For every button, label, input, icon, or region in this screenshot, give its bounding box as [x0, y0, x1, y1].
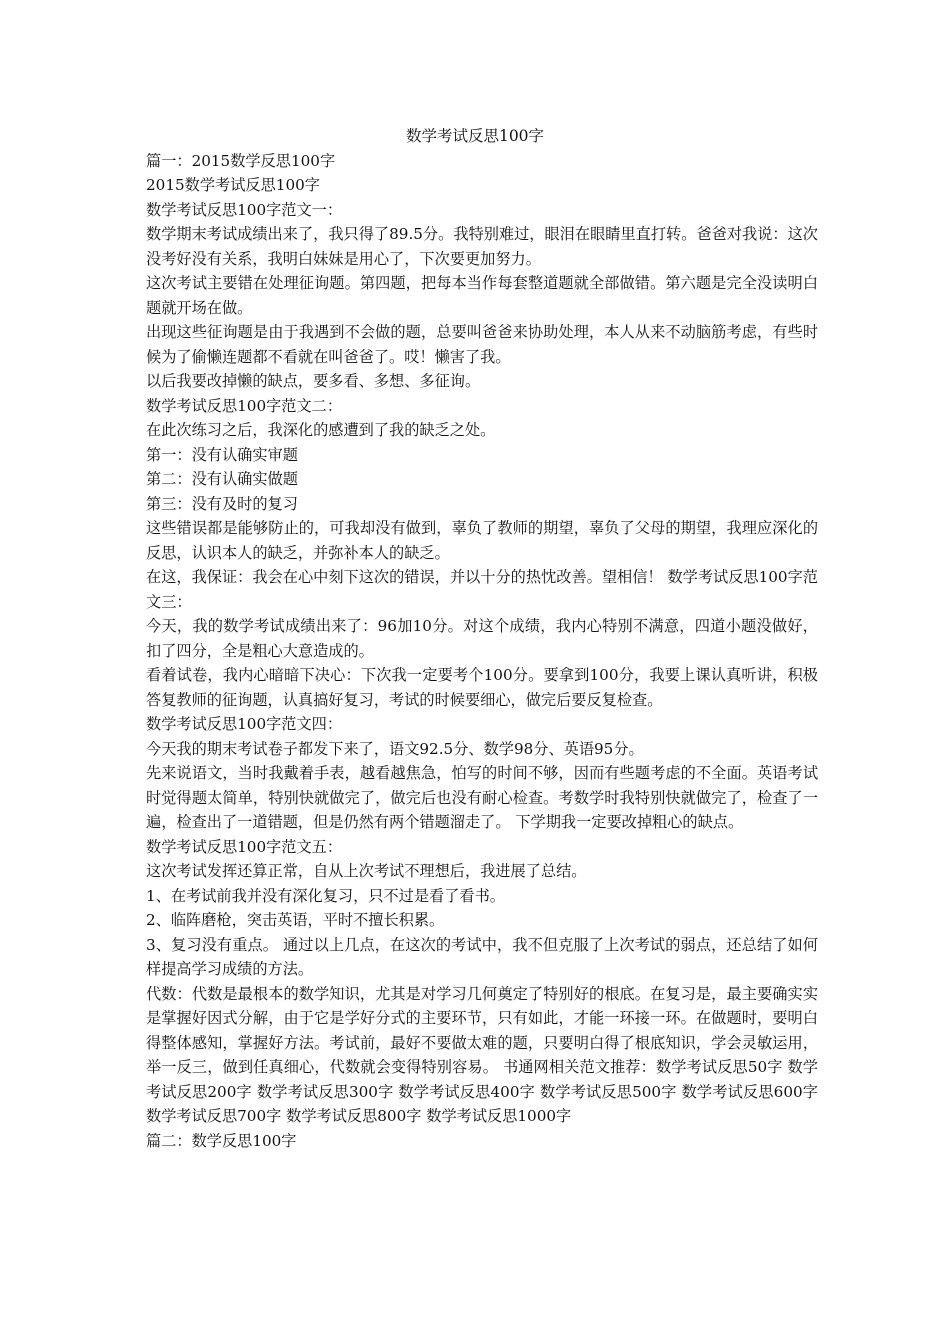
document-paragraph: 在此次练习之后，我深化的感遭到了我的缺乏之处。	[146, 421, 496, 439]
document-paragraph: 1、在考试前我并没有深化复习，只不过是看了看书。	[146, 886, 505, 905]
document-paragraph: 看着试卷，我内心暗暗下决心：下次我一定要考个100分。要拿到100分，我要上课认真听讲，积极答复教师的征询题，认真搞好复习，考试的时候要细心，做完后要反复检查。	[146, 666, 818, 709]
document-paragraph: 数学考试反思100字范文二：	[146, 396, 343, 415]
document-paragraph: 篇二：数学反思100字	[146, 1131, 297, 1150]
document-paragraph: 这次考试发挥还算正常，自从上次考试不理想后，我进展了总结。	[146, 862, 587, 880]
document-paragraph: 第三：没有及时的复习	[146, 494, 298, 513]
document-paragraph: 这些错误都是能够防止的，可我却没有做到，辜负了教师的期望，辜负了父母的期望，我理应深化的反思，认识本人的缺乏，并弥补本人的缺乏。	[146, 519, 818, 562]
document-paragraph: 先来说语文，当时我戴着手表，越看越焦急，怕写的时间不够，因而有些题考虑的不全面。英语考试时觉得题太简单，特别快就做完了，做完后也没有耐心检查。考数学时我特别快就做完了，检查了一遍，检查出了一道错题，但是仍然有两个错题溜走了。 下学期我一定要改掉粗心的缺点。	[146, 764, 818, 831]
document-title: 数学考试反思100字	[405, 127, 545, 145]
document-paragraph: 今天，我的数学考试成绩出来了：96加10分。对这个成绩，我内心特别不满意，四道小题没做好，扣了四分，全是粗心大意造成的。	[146, 617, 818, 660]
document-paragraph: 数学考试反思100字范文四：	[146, 715, 343, 733]
document-paragraph: 代数：代数是最根本的数学知识，尤其是对学习几何奠定了特别好的根底。在复习是，最主要确实实是掌握好因式分解，由于它是学好分式的主要环节，只有如此，才能一环接一环。在做题时，要明白得整体感知，掌握好方法。考试前，最好不要做太难的题，只要明白得了根底知识，学会灵敏运用，举一反三，做到任真细心，代数就会变得特别容易。 书通网相关范文推荐：数学考试反思50字 数学考试反思200字 数学考试反思300字 数学考试反思400字 数学考试反思500字 数学考试反思600字 数学考试反思700字 数学考试反思800字 数学考试反思1000字	[146, 984, 818, 1125]
document-paragraph: 3、复习没有重点。 通过以上几点，在这次的考试中，我不但克服了上次考试的弱点，还总结了如何样提高学习成绩的方法。	[146, 935, 818, 978]
document-paragraph: 篇一：2015数学反思100字	[146, 151, 336, 170]
document-paragraph: 2、临阵磨枪，突击英语，平时不擅长积累。	[146, 911, 445, 929]
document-paragraph: 第一：没有认确实审题	[146, 445, 298, 464]
document-paragraph: 数学考试反思100字范文五：	[146, 837, 343, 856]
document-paragraph: 数学考试反思100字范文一：	[146, 200, 343, 219]
document-body	[146, 149, 818, 1154]
document-paragraph: 以后我要改掉懒的缺点，要多看、多想、多征询。	[146, 372, 481, 390]
document-paragraph: 今天我的期末考试卷子都发下来了，语文92.5分、数学98分、英语95分。	[146, 739, 644, 758]
document-paragraph: 这次考试主要错在处理征询题。第四题，把每本当作每套整道题就全部做错。第六题是完全没读明白题就开场在做。	[146, 274, 818, 317]
document-paragraph: 数学期末考试成绩出来了，我只得了89.5分。我特别难过，眼泪在眼睛里直打转。爸爸对我说：这次没考好没有关系，我明白妹妹是用心了，下次要更加努力。	[146, 225, 818, 268]
document-paragraph: 2015数学考试反思100字	[146, 176, 320, 194]
document-paragraph: 第二：没有认确实做题	[146, 470, 298, 488]
document-paragraph: 出现这些征询题是由于我遇到不会做的题，总要叫爸爸来协助处理，本人从来不动脑筋考虑，有些时候为了偷懒连题都不看就在叫爸爸了。哎！懒害了我。	[146, 323, 818, 366]
document-paragraph: 在这，我保证：我会在心中刻下这次的错误，并以十分的热忱改善。望相信！ 数学考试反思100字范文三：	[146, 568, 818, 611]
